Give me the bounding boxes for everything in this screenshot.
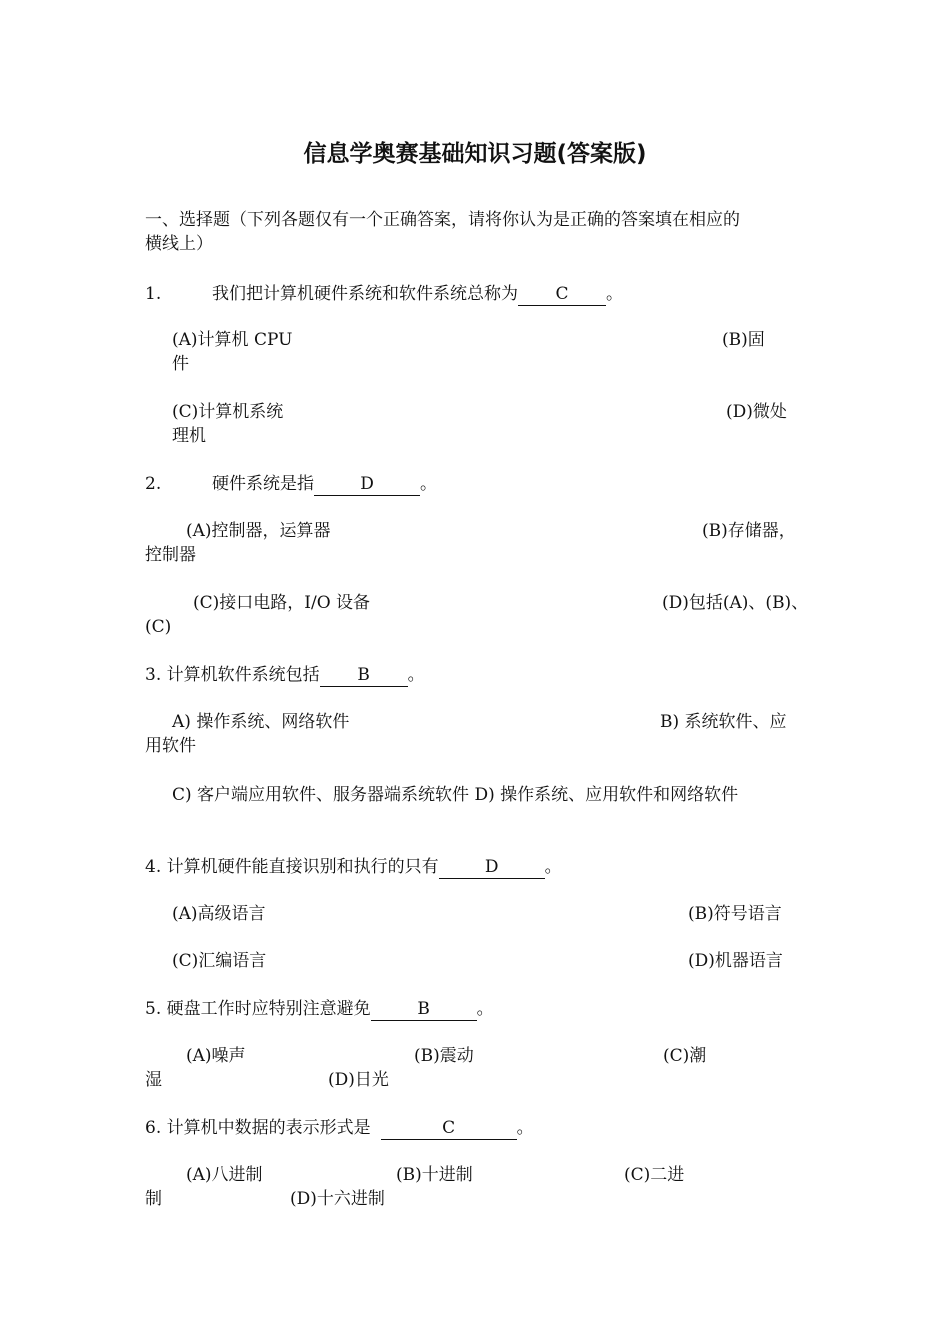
question-text: 硬盘工作时应特别注意避免 — [166, 999, 371, 1019]
option-b: B) 系统软件、应 — [660, 712, 787, 732]
section-heading-continued: 横线上） — [145, 234, 213, 254]
answer-blank: B — [371, 998, 477, 1021]
question-number: 3. — [145, 665, 162, 685]
answer-blank: C — [518, 283, 606, 306]
option-b: (B)固 — [722, 330, 765, 350]
question-number: 5. — [145, 999, 162, 1019]
question-end: 。 — [407, 665, 425, 685]
question-3 — [145, 663, 425, 687]
option-a: (A)计算机 CPU — [172, 330, 293, 350]
answer-blank: D — [439, 856, 545, 879]
question-number: 6. — [145, 1118, 162, 1138]
option-d: (D)包括(A)、(B)、 — [662, 593, 809, 613]
option-c: (C)潮 — [663, 1046, 707, 1066]
answer-blank: B — [320, 664, 408, 687]
option-a: (A)噪声 — [186, 1046, 246, 1066]
option-c: (C)计算机系统 — [172, 402, 284, 422]
question-4 — [145, 855, 562, 879]
question-1 — [145, 282, 623, 306]
question-end: 。 — [476, 999, 494, 1019]
option-c: (C)汇编语言 — [172, 951, 267, 971]
option-c: (C)接口电路，I/O 设备 — [193, 593, 371, 613]
section-heading: 一、选择题（下列各题仅有一个正确答案，请将你认为是正确的答案填在相应的 — [145, 210, 740, 230]
option-a: (A)控制器，运算器 — [186, 521, 331, 541]
document-title: 信息学奥赛基础知识习题(答案版) — [303, 141, 647, 167]
question-text: 计算机硬件能直接识别和执行的只有 — [166, 857, 439, 877]
option-b: (B)震动 — [414, 1046, 474, 1066]
answer-blank: C — [381, 1117, 517, 1140]
question-2 — [145, 472, 437, 496]
option-b: (B)符号语言 — [688, 904, 782, 924]
question-text: 计算机软件系统包括 — [166, 665, 320, 685]
question-end: 。 — [420, 474, 438, 494]
question-end: 。 — [544, 857, 562, 877]
question-number: 1. — [145, 284, 162, 304]
option-d: (D)日光 — [328, 1070, 389, 1090]
option-b-continued: 件 — [172, 354, 189, 374]
option-d-continued: 理机 — [172, 426, 206, 446]
option-c-continued: 制 — [145, 1189, 162, 1209]
option-d: (D)十六进制 — [290, 1189, 385, 1209]
question-5 — [145, 997, 494, 1021]
question-number: 2. — [145, 474, 162, 494]
option-a: (A)八进制 — [186, 1165, 263, 1185]
option-b: (B)十进制 — [396, 1165, 473, 1185]
option-a: A) 操作系统、网络软件 — [172, 712, 350, 732]
question-number: 4. — [145, 857, 162, 877]
question-text: 计算机中数据的表示形式是 — [166, 1118, 371, 1138]
option-b-continued: 用软件 — [145, 736, 196, 756]
question-text: 我们把计算机硬件系统和软件系统总称为 — [212, 284, 519, 304]
question-end: 。 — [516, 1118, 534, 1138]
question-text: 硬件系统是指 — [212, 474, 315, 494]
option-d: (D)微处 — [726, 402, 787, 422]
answer-blank: D — [314, 473, 420, 496]
question-6 — [145, 1116, 534, 1140]
question-end: 。 — [606, 284, 624, 304]
option-c: (C)二进 — [624, 1165, 685, 1185]
option-b: (B)存储器， — [702, 521, 796, 541]
option-b-continued: 控制器 — [145, 545, 196, 565]
option-c-continued: 湿 — [145, 1070, 162, 1090]
option-a: (A)高级语言 — [172, 904, 266, 924]
option-d-continued: (C) — [145, 617, 172, 637]
option-c-d: C) 客户端应用软件、服务器端系统软件 D) 操作系统、应用软件和网络软件 — [172, 785, 739, 805]
option-d: (D)机器语言 — [688, 951, 783, 971]
